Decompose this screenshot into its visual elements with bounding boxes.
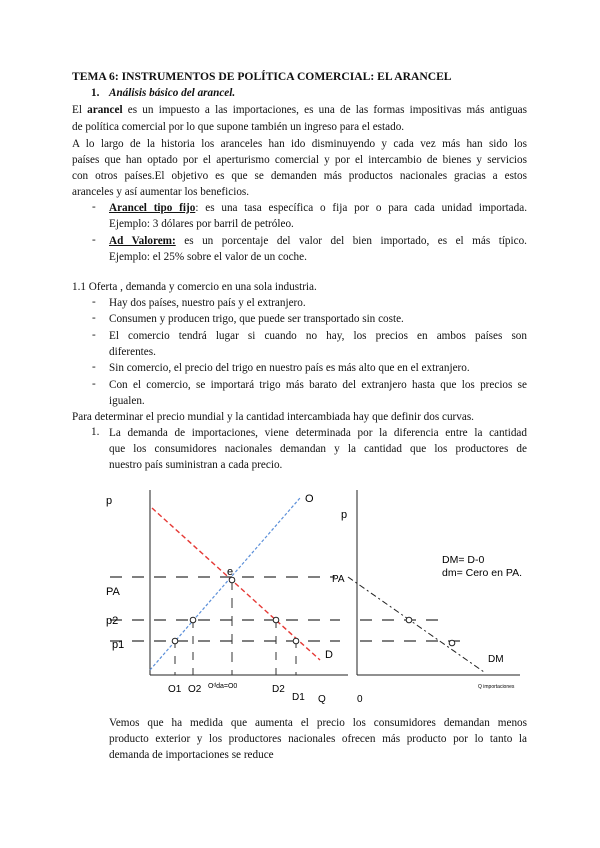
demand-label-D: D bbox=[325, 649, 333, 661]
bullet-term: Ad Valorem: bbox=[109, 235, 176, 247]
text-run: es un impuesto a las importaciones, es una de las formas impositivas más antiguas bbox=[122, 104, 527, 116]
bullet-dash: - bbox=[92, 361, 96, 373]
bullet-oferta-3-line1: El comercio tendrá lugar si cuando no hay, los precios en ambos países son bbox=[109, 330, 527, 342]
bullet-dash: - bbox=[92, 312, 96, 324]
numbered-item-line1: La demanda de importaciones, viene determinada por la diferencia entre la cantidad bbox=[109, 427, 527, 439]
bullet-dash: - bbox=[92, 201, 96, 213]
bullet-oferta-2: Consumen y producen trigo, que puede ser transportado sin coste. bbox=[109, 313, 404, 325]
closing-line2: producto exterior y los productores nacionales ofrecen más producto por lo tanto la bbox=[109, 733, 527, 745]
import-demand-chart bbox=[0, 480, 600, 705]
bullet-oferta-1: Hay dos países, nuestro país y el extranjero. bbox=[109, 297, 306, 309]
document-title: TEMA 6: INSTRUMENTOS DE POLÍTICA COMERCIAL: EL ARANCEL bbox=[72, 70, 452, 83]
quantity-label-O1: O1 bbox=[168, 684, 182, 695]
quantity-label-O0: Oᵈda=O0 bbox=[208, 683, 238, 690]
paragraph-curvas: Para determinar el precio mundial y la cantidad intercambiada hay que definir dos curvas. bbox=[72, 411, 474, 423]
equilibrium-label: e bbox=[227, 566, 234, 578]
numbered-item-number: 1. bbox=[91, 426, 100, 438]
text-run: : es una tasa específica o fija por o para cada unidad importada. bbox=[195, 202, 527, 214]
supply-label-O: O bbox=[305, 493, 314, 505]
right-x-label: Q importaciones bbox=[478, 684, 515, 690]
paragraph-arancel-line1 bbox=[72, 103, 527, 117]
bullet-oferta-5-line2: igualen. bbox=[109, 395, 145, 407]
price-label-PA: PA bbox=[106, 586, 120, 598]
left-x-label: Q bbox=[318, 694, 326, 705]
bullet-dash: - bbox=[92, 296, 96, 308]
numbered-item-line2: que los consumidores nacionales demandan y la cantidad que los productores de bbox=[109, 443, 527, 455]
price-label-p2: p2 bbox=[106, 615, 119, 627]
bullet-oferta-5-line1: Con el comercio, se importará trigo más barato del extranjero hasta que los precios se bbox=[109, 379, 527, 391]
point-DM-p2 bbox=[406, 617, 412, 623]
paragraph-historia-line3: con otros países.El objetivo es que se demanden más productos nacionales gracias a estos bbox=[72, 170, 527, 182]
paragraph-arancel-line2: de política comercial por lo que supone también un ingreso para el estado. bbox=[72, 121, 405, 133]
quantity-label-D2: D2 bbox=[272, 684, 285, 695]
bullet-ad-valorem-line2: Ejemplo: el 25% sobre el valor de un coche. bbox=[109, 251, 307, 263]
right-PA-label: PA bbox=[332, 574, 345, 585]
bullet-dash: - bbox=[92, 329, 96, 341]
section-heading: Análisis básico del arancel. bbox=[109, 87, 236, 99]
right-origin-label: 0 bbox=[357, 694, 363, 705]
paragraph-historia-line1: A lo largo de la historia los aranceles han ido disminuyendo y cada vez más han sido los bbox=[72, 138, 527, 150]
closing-line1: Vemos que ha medida que aumenta el precio los consumidores demandan menos bbox=[109, 717, 527, 729]
paragraph-historia-line4: aranceles y así aumentar los beneficios. bbox=[72, 186, 250, 198]
subsection-heading: 1.1 Oferta , demanda y comercio en una sola industria. bbox=[72, 281, 317, 293]
bullet-dash: - bbox=[92, 234, 96, 246]
demand-curve-D bbox=[152, 508, 320, 660]
bullet-oferta-3-line2: diferentes. bbox=[109, 346, 156, 358]
point-D2 bbox=[273, 617, 279, 623]
point-DM-p1 bbox=[449, 640, 455, 646]
bullet-oferta-4: Sin comercio, el precio del trigo en nuestro país es más alto que en el extranjero. bbox=[109, 362, 470, 374]
note-dm-definition: DM= D-0 bbox=[442, 554, 485, 566]
point-O1 bbox=[172, 638, 178, 644]
section-number: 1. bbox=[91, 87, 100, 99]
point-equilibrium bbox=[229, 577, 235, 583]
bullet-dash: - bbox=[92, 378, 96, 390]
bullet-term: Arancel tipo fijo bbox=[109, 202, 196, 214]
price-label-p1: p1 bbox=[112, 639, 125, 651]
point-D1 bbox=[293, 638, 299, 644]
left-y-label: p bbox=[106, 495, 113, 507]
supply-curve-O bbox=[150, 498, 300, 670]
bullet-arancel-fijo-line1 bbox=[109, 201, 527, 215]
text-run: El bbox=[72, 104, 88, 116]
closing-line3: demanda de importaciones se reduce bbox=[109, 749, 274, 761]
bullet-ad-valorem-line1 bbox=[109, 234, 527, 248]
note-dm-zero: dm= Cero en PA. bbox=[442, 567, 523, 579]
text-run: es un porcentaje del valor del bien importado, es el más típico. bbox=[175, 235, 527, 247]
point-O2 bbox=[190, 617, 196, 623]
bullet-arancel-fijo-line2: Ejemplo: 3 dólares por barril de petróleo. bbox=[109, 218, 294, 230]
dm-curve-label: DM bbox=[488, 654, 504, 665]
paragraph-historia-line2: países que han optado por el aperturismo comercial y por el intercambio de bienes y servicios bbox=[72, 154, 527, 166]
import-demand-curve-DM bbox=[348, 577, 484, 672]
numbered-item-line3: nuestro país suministran a cada precio. bbox=[109, 459, 283, 471]
bold-term-arancel: arancel bbox=[87, 104, 123, 116]
quantity-label-O2: O2 bbox=[188, 684, 202, 695]
quantity-label-D1: D1 bbox=[292, 692, 305, 703]
right-y-label: p bbox=[341, 509, 348, 521]
